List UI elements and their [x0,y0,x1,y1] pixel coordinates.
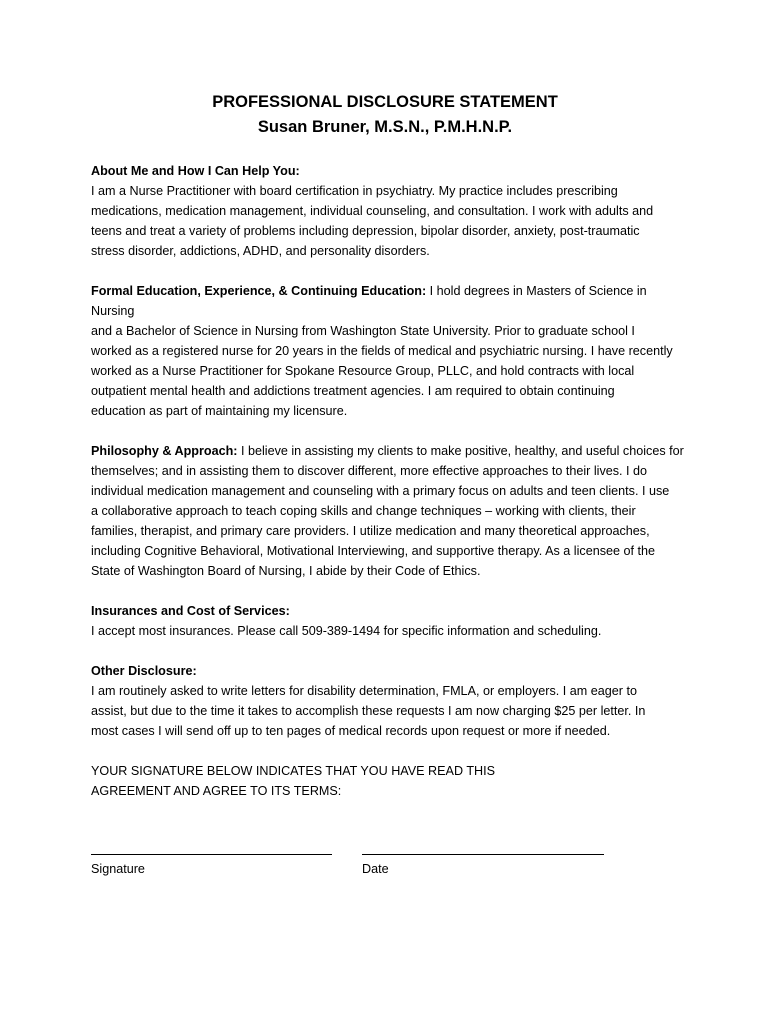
paragraph-line: assist, but due to the time it takes to accomplish these requests I am now charging $25 per letter. In [91,704,646,718]
section-heading: Formal Education, Experience, & Continuing Education: [91,284,427,298]
section-philosophy [91,441,691,581]
date-label: Date [362,862,389,876]
paragraph-line: State of Washington Board of Nursing, I abide by their Code of Ethics. [91,564,481,578]
paragraph-line: including Cognitive Behavioral, Motivational Interviewing, and supportive therapy. As a licensee of the [91,544,656,558]
section-heading: About Me and How I Can Help You: [91,164,300,178]
paragraph-text: I hold degrees in Masters of Science in Nursing [91,284,647,318]
paragraph-line: outpatient mental health and addictions treatment agencies. I am required to obtain continuing [91,384,615,398]
section-education [91,281,691,421]
paragraph-line: I am routinely asked to write letters for disability determination, FMLA, or employers. I am eager to [91,684,637,698]
signature-area [91,834,611,884]
signature-label: Signature [91,862,145,876]
paragraph-line: teens and treat a variety of problems including depression, bipolar disorder, anxiety, post-traumatic [91,224,640,238]
paragraph-line: families, therapist, and primary care providers. I utilize medication and many theoretical approaches, [91,524,650,538]
paragraph-line: worked as a Nurse Practitioner for Spokane Resource Group, PLLC, and hold contracts with local [91,364,635,378]
paragraph-line: worked as a registered nurse for 20 years in the fields of medical and psychiatric nursing. I have recently [91,344,673,358]
agreement-line: AGREEMENT AND AGREE TO ITS TERMS: [91,784,342,798]
paragraph-line: I am a Nurse Practitioner with board certification in psychiatry. My practice includes prescribing [91,184,618,198]
agreement-notice [91,761,691,801]
paragraph-line: themselves; and in assisting them to discover different, more effective approaches to their lives. I do [91,464,648,478]
paragraph-line: education as part of maintaining my licensure. [91,404,348,418]
paragraph-line: medications, medication management, individual counseling, and consultation. I work with adults and [91,204,654,218]
section-other-disclosure [91,661,691,741]
document-subtitle: Susan Bruner, M.S.N., P.M.H.N.P. [257,118,513,136]
document-title: PROFESSIONAL DISCLOSURE STATEMENT [212,93,558,111]
document-body [91,161,691,801]
paragraph-line: individual medication management and counseling with a primary focus on adults and teen clients. I use [91,484,670,498]
agreement-line: YOUR SIGNATURE BELOW INDICATES THAT YOU HAVE READ THIS [91,764,496,778]
section-heading: Philosophy & Approach: [91,444,238,458]
paragraph-text: I believe in assisting my clients to make positive, healthy, and useful choices for [237,444,684,458]
paragraph-line: and a Bachelor of Science in Nursing from Washington State University. Prior to graduate school I [91,324,635,338]
date-line[interactable] [362,854,604,855]
signature-line[interactable] [91,854,332,855]
section-heading: Insurances and Cost of Services: [91,604,290,618]
paragraph-line: stress disorder, addictions, ADHD, and personality disorders. [91,244,430,258]
paragraph-line: I accept most insurances. Please call 509-389-1494 for specific information and scheduling. [91,624,602,638]
paragraph-line: a collaborative approach to teach coping skills and change techniques – working with clients, their [91,504,636,518]
section-heading: Other Disclosure: [91,664,197,678]
section-about-me [91,161,691,261]
paragraph-line: most cases I will send off up to ten pages of medical records upon request or more if needed. [91,724,611,738]
section-insurances [91,601,691,641]
